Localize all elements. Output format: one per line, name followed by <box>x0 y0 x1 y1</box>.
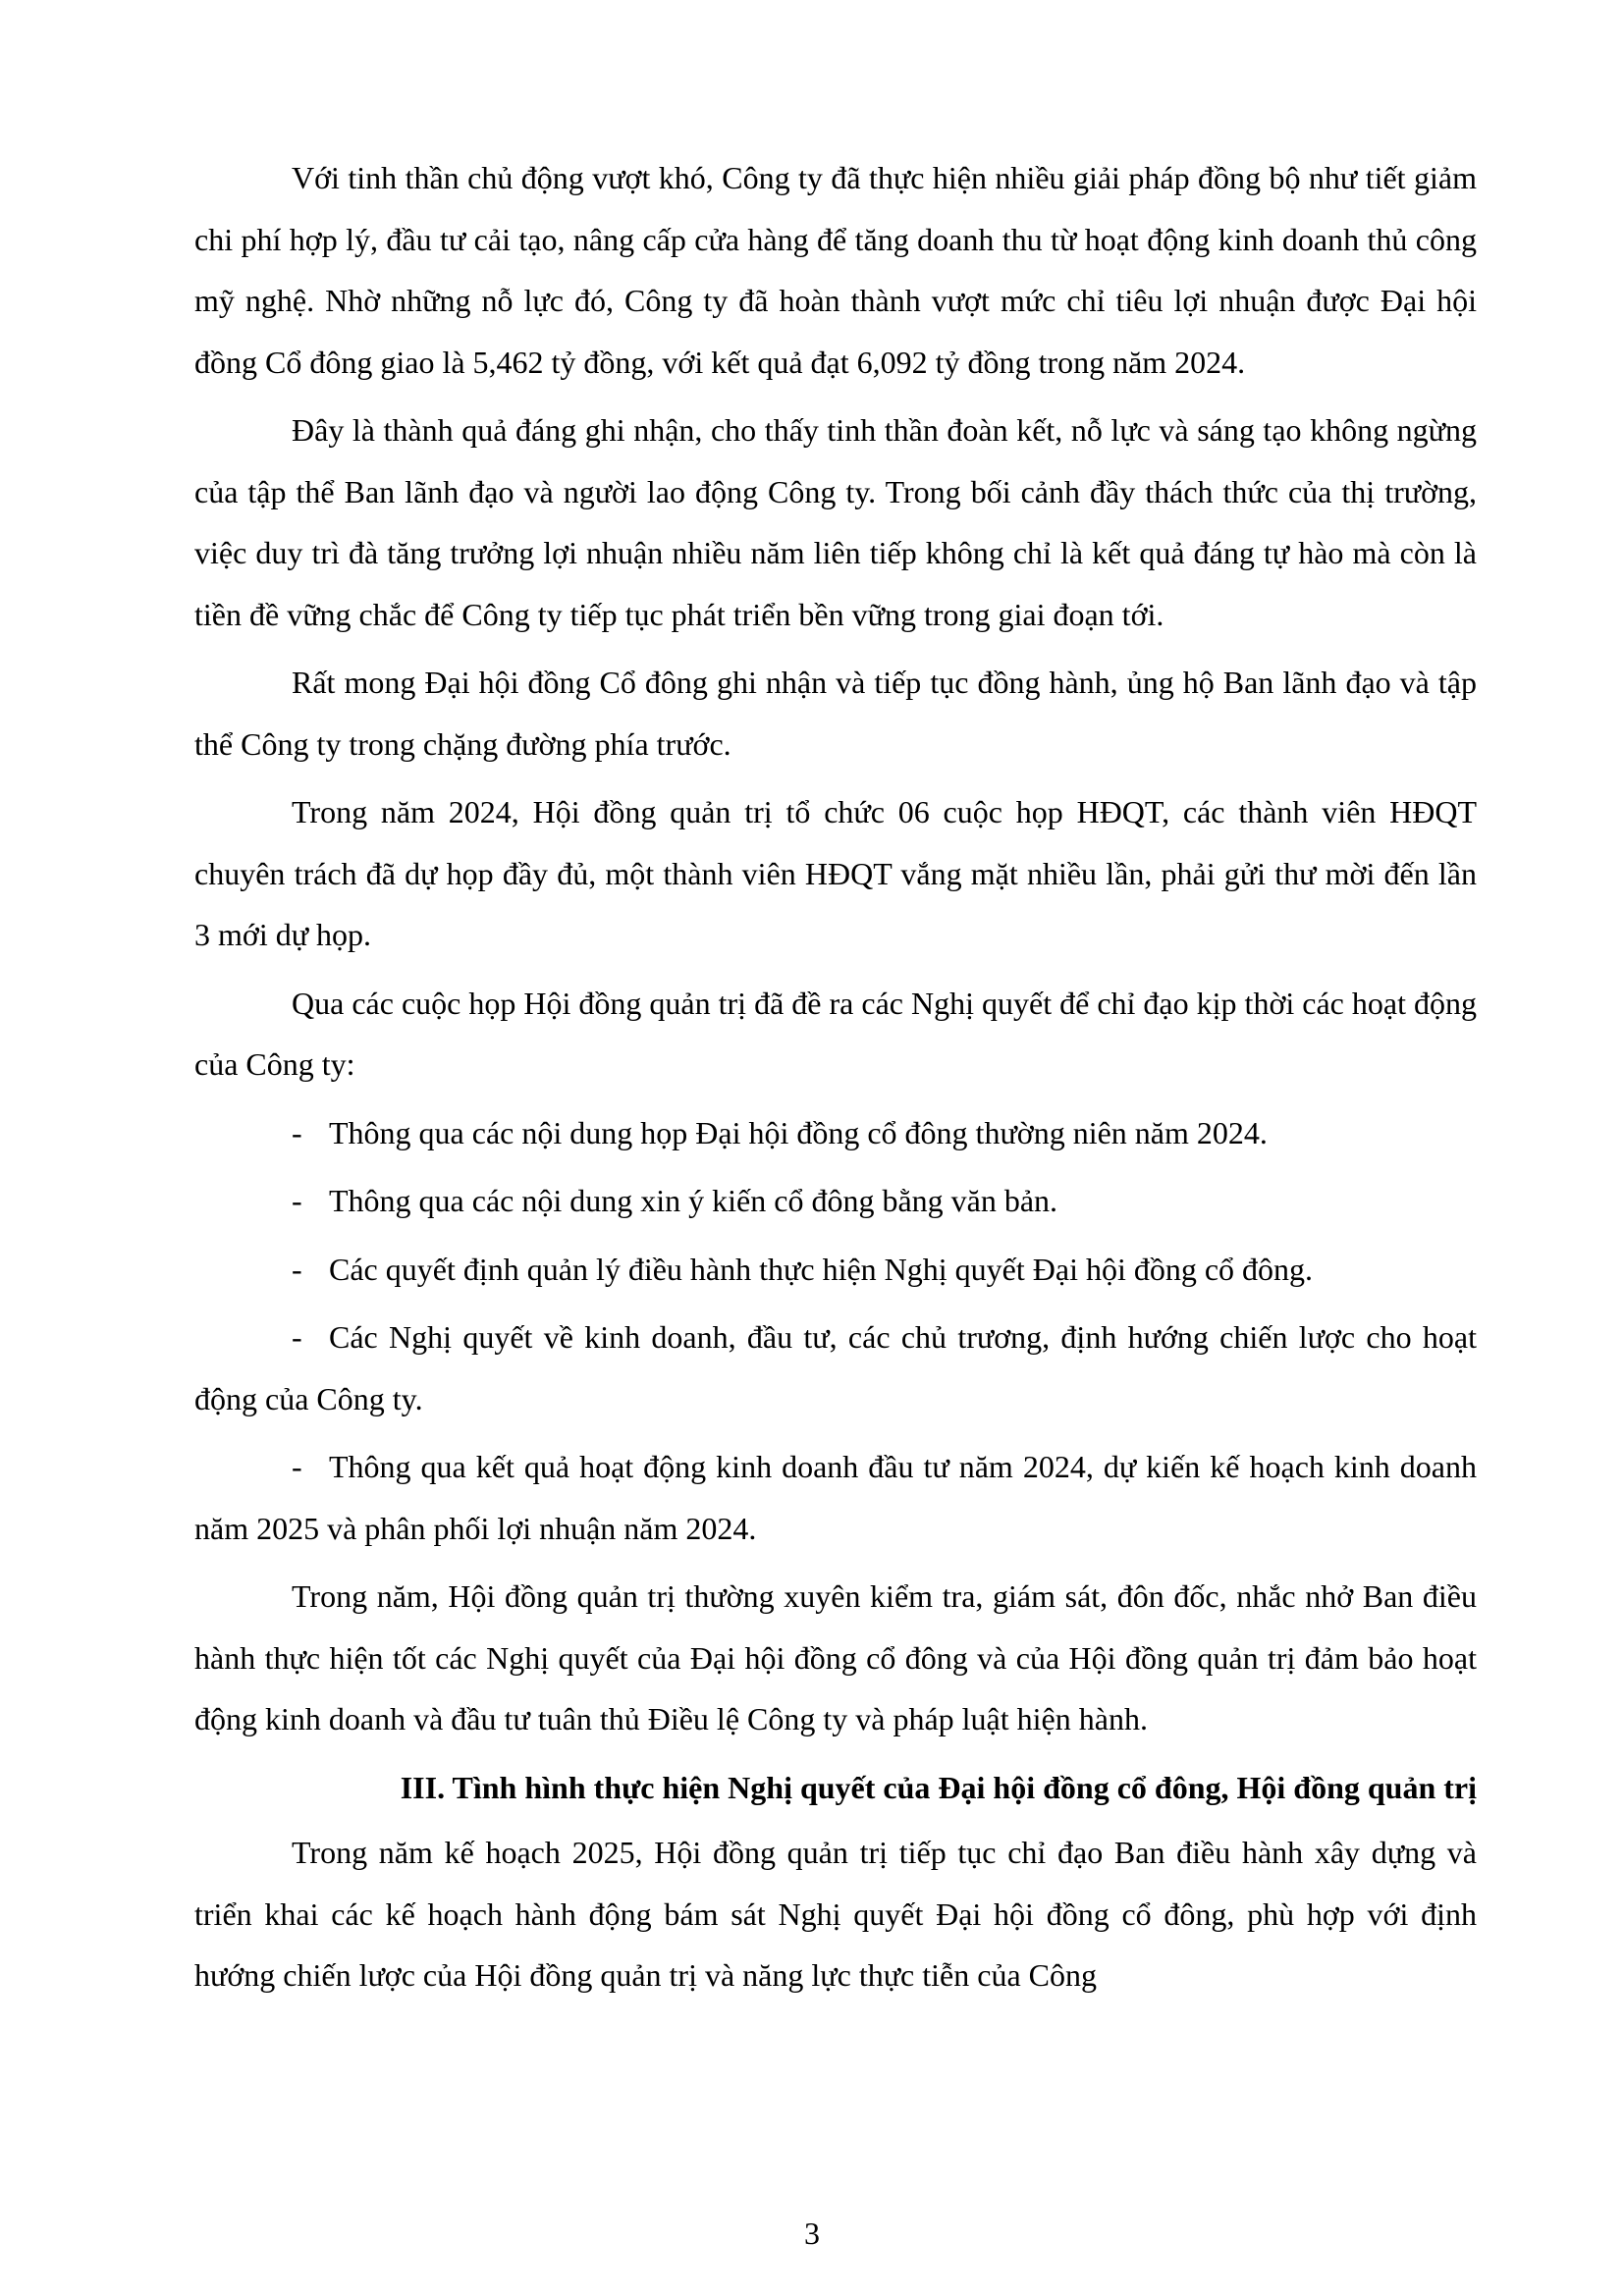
bullet-dash: - <box>292 1251 302 1287</box>
list-item <box>194 1170 1477 1232</box>
paragraph-board-meetings: Trong năm 2024, Hội đồng quản trị tổ chức 06 cuộc họp HĐQT, các thành viên HĐQT chuyên trách đã dự họp đầy đủ, một thành viên HĐQT vắng mặt nhiều lần, phải gửi thư mời đến lần 3 mới dự họp. <box>194 794 1477 952</box>
page-number: 3 <box>804 2216 820 2251</box>
list-item <box>194 1239 1477 1301</box>
section-heading: III. Tình hình thực hiện Nghị quyết của Đại hội đồng cổ đông, Hội đồng quản trị <box>400 1769 1477 1805</box>
bullet-dash: - <box>292 1449 302 1484</box>
paragraph-supervision: Trong năm, Hội đồng quản trị thường xuyên kiểm tra, giám sát, đôn đốc, nhắc nhở Ban điều hành thực hiện tốt các Nghị quyết của Đại hội đồng cổ đông và của Hội đồng quản trị đảm bảo hoạt động kinh doanh và đầu tư tuân thủ Điều lệ Công ty và pháp luật hiện hành. <box>194 1578 1477 1736</box>
paragraph-profit-results: Với tinh thần chủ động vượt khó, Công ty đã thực hiện nhiều giải pháp đồng bộ như tiết giảm chi phí hợp lý, đầu tư cải tạo, nâng cấp cửa hàng để tăng doanh thu từ hoạt động kinh doanh thủ công mỹ nghệ. Nhờ những nỗ lực đó, Công ty đã hoàn thành vượt mức chỉ tiêu lợi nhuận được Đại hội đồng Cổ đông giao là 5,462 tỷ đồng, với kết quả đạt 6,092 tỷ đồng trong năm 2024. <box>194 160 1477 380</box>
bullet-dash: - <box>292 1114 302 1150</box>
list-item-text: Thông qua kết quả hoạt động kinh doanh đầu tư năm 2024, dự kiến kế hoạch kinh doanh năm 2025 và phân phối lợi nhuận năm 2024. <box>194 1449 1477 1546</box>
paragraph-plan-2025: Trong năm kế hoạch 2025, Hội đồng quản trị tiếp tục chỉ đạo Ban điều hành xây dựng và triển khai các kế hoạch hành động bám sát Nghị quyết Đại hội đồng cổ đông, phù hợp với định hướng chiến lược của Hội đồng quản trị và năng lực thực tiễn của Công <box>194 1835 1477 1993</box>
list-item <box>194 1102 1477 1164</box>
list-item-text: Các Nghị quyết về kinh doanh, đầu tư, các chủ trương, định hướng chiến lược cho hoạt động của Công ty. <box>194 1319 1477 1416</box>
list-item-text: Thông qua các nội dung xin ý kiến cổ đông bằng văn bản. <box>329 1183 1058 1218</box>
document-page <box>194 147 1477 2013</box>
bullet-dash: - <box>292 1319 302 1355</box>
list-item <box>194 1436 1477 1559</box>
paragraph-resolutions-intro: Qua các cuộc họp Hội đồng quản trị đã đề ra các Nghị quyết để chỉ đạo kịp thời các hoạt động của Công ty: <box>194 985 1477 1082</box>
paragraph-achievement: Đây là thành quả đáng ghi nhận, cho thấy tinh thần đoàn kết, nỗ lực và sáng tạo không ngừng của tập thể Ban lãnh đạo và người lao động Công ty. Trong bối cảnh đầy thách thức của thị trường, việc duy trì đà tăng trưởng lợi nhuận nhiều năm liên tiếp không chỉ là kết quả đáng tự hào mà còn là tiền đề vững chắc để Công ty tiếp tục phát triển bền vững trong giai đoạn tới. <box>194 412 1477 632</box>
list-item-text: Các quyết định quản lý điều hành thực hiện Nghị quyết Đại hội đồng cổ đông. <box>329 1251 1314 1287</box>
bullet-dash: - <box>292 1183 302 1218</box>
list-item-text: Thông qua các nội dung họp Đại hội đồng cổ đông thường niên năm 2024. <box>329 1114 1268 1150</box>
paragraph-appeal: Rất mong Đại hội đồng Cổ đông ghi nhận và tiếp tục đồng hành, ủng hộ Ban lãnh đạo và tập thể Công ty trong chặng đường phía trước. <box>194 665 1477 762</box>
list-item <box>194 1307 1477 1429</box>
